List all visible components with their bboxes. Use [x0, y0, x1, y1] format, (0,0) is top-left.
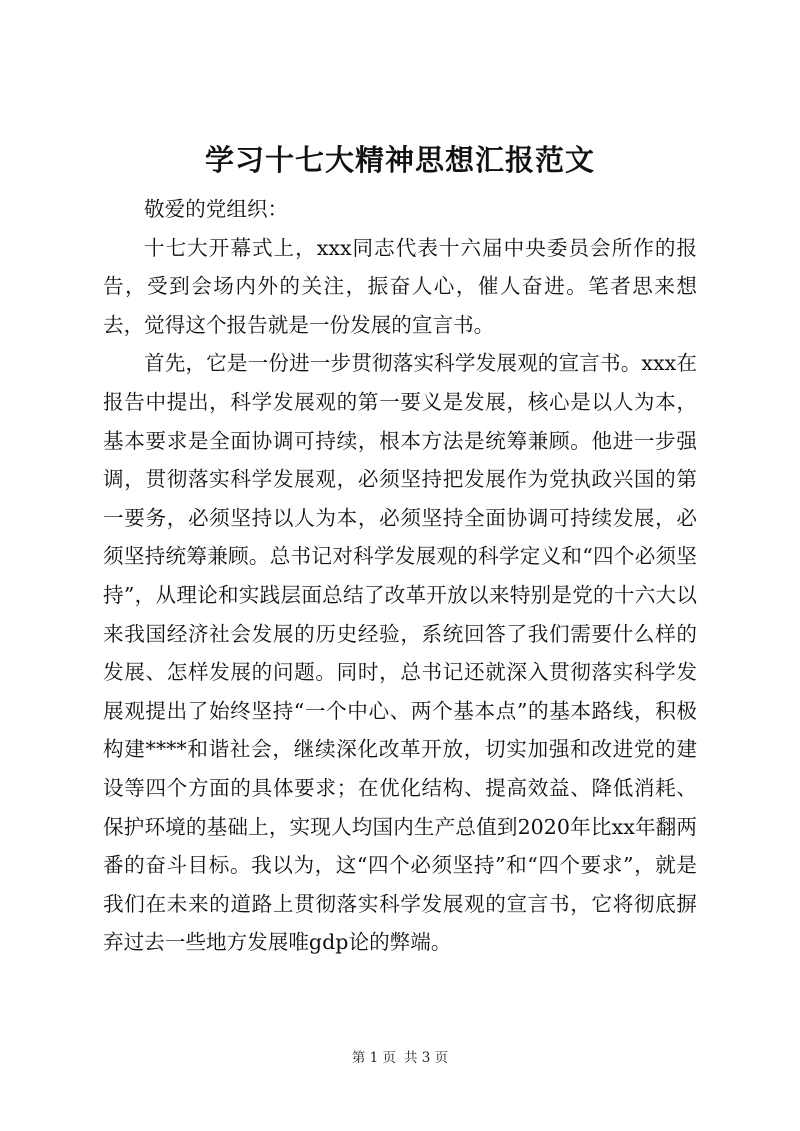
paragraph-1: 十七大开幕式上，xxx同志代表十六届中央委员会所作的报告，受到会场内外的关注，振奋人心，催人奋进。笔者思来想去，觉得这个报告就是一份发展的宣言书。	[103, 235, 697, 337]
page-footer	[0, 1046, 800, 1066]
salutation: 敬爱的党组织：	[144, 197, 289, 221]
document-title: 学习十七大精神思想汇报范文	[204, 143, 595, 177]
paragraph-2: 首先，它是一份进一步贯彻落实科学发展观的宣言书。xxx在报告中提出，科学发展观的第一要义是发展，核心是以人为本，基本要求是全面协调可持续，根本方法是统筹兼顾。他进一步强调，贯彻落实科学发展观，必须坚持把发展作为党执政兴国的第一要务，必须坚持以人为本，必须坚持全面协调可持续发展，必须坚持统筹兼顾。总书记对科学发展观的科学定义和“四个必须坚持”，从理论和实践层面总结了改革开放以来特别是党的十六大以来我国经济社会发展的历史经验，系统回答了我们需要什么样的发展、怎样发展的问题。同时，总书记还就深入贯彻落实科学发展观提出了始终坚持“一个中心、两个基本点”的基本路线，积极构建****和谐社会，继续深化改革开放，切实加强和改进党的建设等四个方面的具体要求；在优化结构、提高效益、降低消耗、保护环境的基础上，实现人均国内生产总值到2020年比xx年翻两番的奋斗目标。我以为，这“四个必须坚持”和“四个要求”，就是我们在未来的道路上贯彻落实科学发展观的宣言书，它将彻底摒弃过去一些地方发展唯gdp论的弊端。	[103, 351, 697, 955]
page-number: 第 1 页	[351, 1050, 396, 1066]
document-body	[103, 190, 697, 962]
total-pages: 共 3 页	[404, 1050, 449, 1066]
